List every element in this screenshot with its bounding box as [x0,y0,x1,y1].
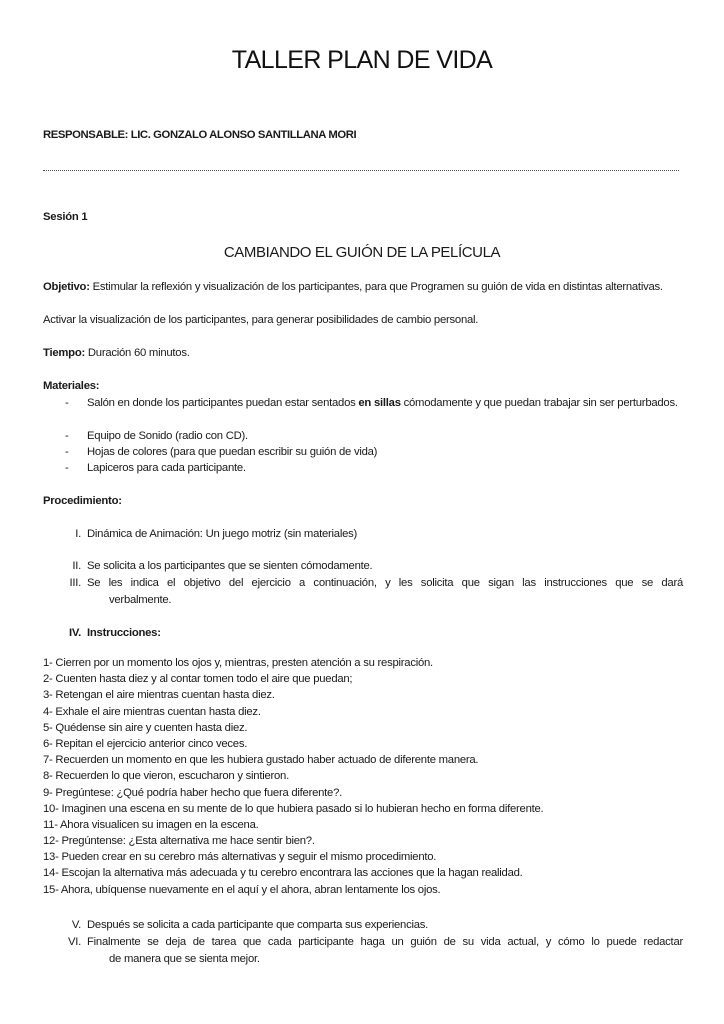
tiempo-paragraph [43,345,683,362]
materiales-item-text: Lapiceros para cada participante. [87,462,246,474]
step-number: III. [69,577,81,589]
step-number: I. [75,528,81,540]
step-text: Se solicita a los participantes que se sienten cómodamente. [87,560,373,572]
materiales-item-text: Equipo de Sonido (radio con CD). [87,430,248,442]
procedure-step [40,917,683,934]
materiales-label: Materiales: [43,380,100,392]
instructions-list [43,655,543,898]
materiales-item-text: Hojas de colores (para que puedan escribir su guión de vida) [87,446,378,458]
step-number: II. [72,560,81,572]
instruction-item: 12- Pregúntense: ¿Esta alternativa me hace sentir bien?. [43,835,315,848]
instruction-item: 9- Pregúntese: ¿Qué podría haber hecho que fuera diferente?. [43,786,343,799]
tiempo-text: Duración 60 minutos. [84,347,190,359]
procedure-step [40,526,683,543]
step-text-continuation: de manera que se sienta mejor. [109,952,260,965]
materiales-item-text-post: cómodamente y que puedan trabajar sin ser perturbados. [400,397,678,409]
instruction-item: 8- Recuerden lo que vieron, escucharon y sintieron. [43,770,289,783]
instruction-item: 10- Imaginen una escena en su mente de lo que hubiera pasado si lo hubieran hecho en forma diferente. [43,802,544,815]
instruction-item: 5- Quédense sin aire y cuenten hasta diez. [43,721,248,734]
instruction-item: 3- Retengan el aire mientras cuentan hasta diez. [43,689,275,702]
materiales-item [62,444,682,461]
instruction-item: 7- Recuerden un momento en que les hubiera gustado haber actuado de diferente manera. [43,754,479,767]
instruction-item: 13- Pueden crear en su cerebro más alternativas y seguir el mismo procedimiento. [43,851,437,864]
session-label: Sesión 1 [43,211,88,223]
materiales-item-text: Salón en donde los participantes puedan estar sentados [87,397,359,409]
materiales-item-bold: en sillas [358,397,401,409]
procedure-step [40,575,683,608]
bullet-dash: - [65,430,69,442]
instruction-item: 1- Cierren por un momento los ojos y, mientras, presten atención a su respiración. [43,657,433,669]
materiales-item [62,395,682,412]
bullet-dash: - [65,462,69,474]
step-text: Finalmente se deja de tarea que cada participante haga un guión de su vida actual, y cómo lo puede redactar [87,936,683,948]
step-text: Después se solicita a cada participante que comparta sus experiencias. [87,919,429,931]
instruction-item: 6- Repitan el ejercicio anterior cinco veces. [43,737,248,750]
objetivo-text: Estimular la reflexión y visualización de los participantes, para que Programen su guión de vida en distintas alternativas. [89,281,663,293]
instruction-item: 15- Ahora, ubíquense nuevamente en el aquí y el ahora, abran lentamente los ojos. [43,883,441,896]
instruction-item: 14- Escojan la alternativa más adecuada y tu cerebro encontrara las acciones que la hagan realidad. [43,867,523,880]
procedure-step [40,558,683,575]
step-text: Instrucciones: [87,627,161,639]
step-number: VI. [67,936,81,948]
step-number: V. [71,919,81,931]
document-title: TALLER PLAN DE VIDA [231,46,493,74]
tiempo-label: Tiempo: [43,347,85,359]
session-subtitle: CAMBIANDO EL GUIÓN DE LA PELÍCULA [223,244,501,261]
step-number: IV. [68,627,81,639]
procedimiento-label: Procedimiento: [43,495,122,507]
materiales-heading [43,378,683,395]
materiales-item [62,460,682,477]
procedimiento-heading [43,493,683,510]
objetivo-paragraph-2: Activar la visualización de los participantes, para generar posibilidades de cambio personal. [43,314,479,326]
objetivo-paragraph [43,279,683,296]
dotted-separator [43,170,679,171]
objetivo-label: Objetivo: [43,281,90,293]
procedure-step [40,625,683,642]
procedure-step [40,934,683,967]
materiales-item [62,428,682,445]
step-text: Se les indica el objetivo del ejercicio a continuación, y les solicita que sigan las instrucciones que se dará [87,577,683,589]
bullet-dash: - [65,446,69,458]
instruction-item: 4- Exhale el aire mientras cuentan hasta diez. [43,705,261,718]
instruction-item: 11- Ahora visualicen su imagen en la escena. [43,818,259,831]
responsable-line: RESPONSABLE: LIC. GONZALO ALONSO SANTILLANA MORI [43,129,357,141]
step-text-continuation: verbalmente. [109,593,172,606]
step-text: Dinámica de Animación: Un juego motriz (sin materiales) [87,528,358,540]
bullet-dash: - [65,397,69,409]
instruction-item: 2- Cuenten hasta diez y al contar tomen todo el aire que puedan; [43,673,353,686]
